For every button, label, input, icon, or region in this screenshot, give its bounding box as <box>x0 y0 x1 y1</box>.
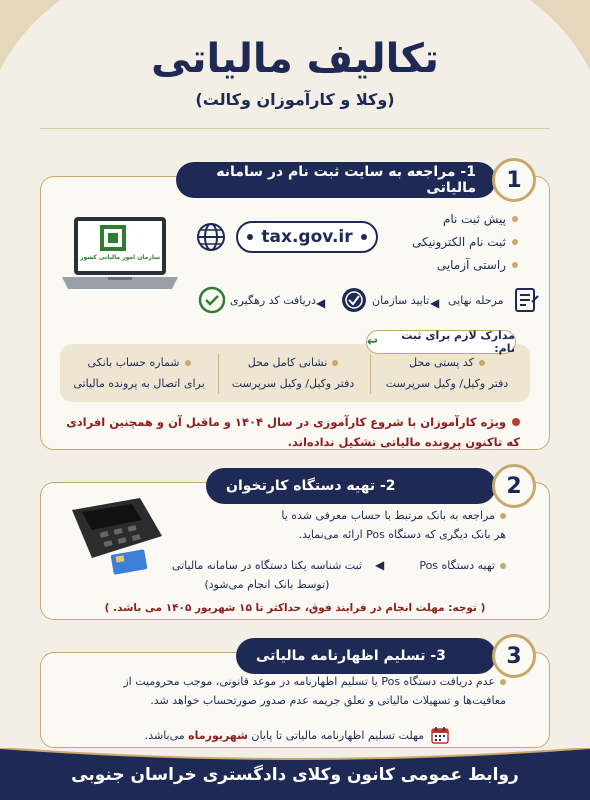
step-tracking: دریافت کد رهگیری <box>230 294 316 307</box>
bank-visit-bullet: مراجعه به بانک مرتبط با حساب معرفی شده یا هر بانک دیگری که دستگاه Pos ارائه می‌نماید. <box>281 509 506 541</box>
doc-divider <box>218 354 219 394</box>
section-2-title: 2- تهیه دستگاه کارتخوان <box>226 478 396 494</box>
arrow-left-icon: ◀ <box>316 296 326 310</box>
section-1-number: 1 <box>492 158 536 202</box>
alert-dot-icon <box>512 418 520 426</box>
doc-bank-account: شماره حساب بانکی برای اتصال به پرونده مالیاتی <box>73 356 205 390</box>
arrow-left-icon: ◀ <box>430 296 440 310</box>
bullet-icon <box>185 360 191 366</box>
approval-badge-icon <box>340 286 368 314</box>
declaration-warning: عدم دریافت دستگاه Pos یا تسلیم اظهارنامه در موعد قانونی، موجب محرومیت از معافیت‌ها و تسهیلات مالیاتی و تعلق جریمه عدم صدور صورتحساب خواهد شد. <box>123 675 506 707</box>
doc-full-address: نشانی کامل محل دفتر وکیل/ وکیل سرپرست <box>231 356 355 390</box>
bullet-icon <box>512 239 518 245</box>
bullet-icon <box>512 216 518 222</box>
page-subtitle: (وکلا و کارآموزان وکالت) <box>195 90 395 109</box>
checklist-icon <box>512 286 540 314</box>
pos-terminal-icon <box>62 492 170 576</box>
check-circle-icon <box>198 286 226 314</box>
pos-register-bullet: تهیه دستگاه Pos <box>419 556 506 575</box>
list-item: پیش ثبت نام <box>358 212 518 226</box>
footer-text: روابط عمومی کانون وکلای دادگستری خراسان جنوبی <box>71 765 519 785</box>
pos-id-registration: ثبت شناسه یکتا دستگاه در سامانه مالیاتی (توسط بانک انجام می‌شود) <box>171 559 362 591</box>
arrow-left-icon: ◀ <box>375 558 385 572</box>
section-1-title: 1- مراجعه به سایت ثبت نام در سامانه مالیاتی <box>216 164 476 196</box>
bullet-icon <box>512 262 518 268</box>
list-item: ثبت نام الکترونیکی <box>358 235 518 249</box>
bullet-icon <box>332 360 338 366</box>
section-3-bar <box>236 638 496 674</box>
header-divider <box>40 128 550 129</box>
url-dot-left <box>247 234 253 240</box>
step-approve: تایید سازمان <box>372 294 430 307</box>
registration-steps-list <box>358 212 518 281</box>
pos-deadline-note: ( توجه: مهلت انجام در فرایند فوق، حداکثر تا ۱۵ شهریور ۱۴۰۵ می باشد. ) <box>104 602 486 614</box>
step-final: مرحله نهایی <box>448 294 504 307</box>
bullet-icon <box>500 679 506 685</box>
section-2-bar <box>206 468 496 504</box>
doc-divider <box>370 354 371 394</box>
section-2-number: 2 <box>492 464 536 508</box>
laptop-screen-text: سازمان امور مالیاتی کشور <box>79 254 160 261</box>
required-documents-label: مدارک لازم برای ثبت نام: ↩ <box>367 329 515 355</box>
trainee-note: ویژه کارآموزان با شروع کارآموزی در سال ۱۴۰۴ و ماقبل آن و همچنین افرادی که تاکنون پرونده مالیاتی تشکیل نداده‌اند. <box>66 415 520 449</box>
list-item: راستی آزمایی <box>358 258 518 272</box>
bullet-icon <box>500 563 506 569</box>
globe-icon <box>196 222 226 252</box>
doc-postal-code: کد پستی محل دفتر وکیل/ وکیل سرپرست <box>385 356 509 390</box>
calendar-icon <box>430 725 450 745</box>
process-steps <box>0 286 590 320</box>
page-title: تکالیف مالیاتی <box>151 36 439 82</box>
section-1-bar <box>176 162 496 198</box>
deadline-month: شهریورماه <box>188 728 248 742</box>
section-3-title: 3- تسلیم اظهارنامه مالیاتی <box>256 648 446 664</box>
bullet-icon <box>500 513 506 519</box>
section-3-number: 3 <box>492 634 536 678</box>
return-arrow-icon: ↩ <box>367 334 378 350</box>
bullet-icon <box>479 360 485 366</box>
tax-website-link[interactable] <box>236 221 378 253</box>
tax-website-url: tax.gov.ir <box>261 227 353 247</box>
declaration-deadline: مهلت تسلیم اظهارنامه مالیاتی تا پایان شهریورماه می‌باشد. <box>145 725 450 745</box>
